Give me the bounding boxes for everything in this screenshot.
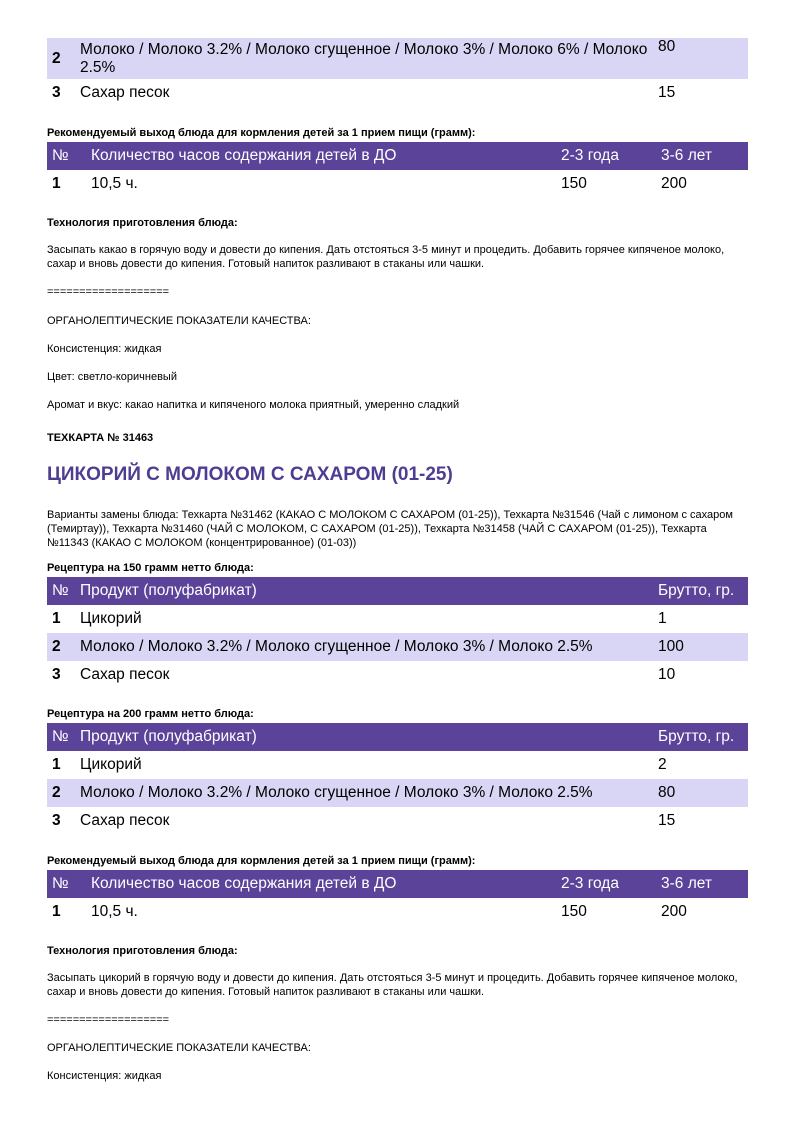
- table-header-row: [47, 723, 748, 751]
- table-row: [47, 170, 748, 198]
- row-number: 1: [52, 175, 61, 192]
- output-table: [47, 142, 748, 198]
- header-num: №: [47, 142, 86, 170]
- organoleptic-title: ОРГАНОЛЕПТИЧЕСКИЕ ПОКАЗАТЕЛИ КАЧЕСТВА:: [47, 1042, 311, 1054]
- row-number: 2: [47, 38, 75, 79]
- row-number: 1: [52, 756, 61, 773]
- separator: ===================: [47, 1014, 170, 1026]
- table-row: [47, 751, 748, 779]
- output-label: Рекомендуемый выход блюда для кормления детей за 1 прием пищи (грамм):: [47, 127, 476, 139]
- product-cell: Молоко / Молоко 3.2% / Молоко сгущенное / Молоко 3% / Молоко 2.5%: [75, 633, 653, 661]
- brutto-cell: 100: [653, 633, 748, 661]
- header-product: Продукт (полуфабрикат): [75, 723, 653, 751]
- header-age-3-6: 3-6 лет: [656, 142, 748, 170]
- header-num: №: [47, 577, 75, 605]
- recipe-table-continued: [47, 38, 748, 107]
- header-brutto: Брутто, гр.: [653, 723, 748, 751]
- output-label: Рекомендуемый выход блюда для кормления детей за 1 прием пищи (грамм):: [47, 855, 476, 867]
- brutto-cell: 80: [653, 38, 748, 79]
- row-number: 1: [52, 903, 61, 920]
- product-cell: Молоко / Молоко 3.2% / Молоко сгущенное / Молоко 3% / Молоко 6% / Молоко 2.5%: [75, 38, 653, 79]
- age-2-3-cell: 150: [561, 175, 587, 192]
- product-cell: Цикорий: [80, 610, 142, 627]
- recipe150-label: Рецептура на 150 грамм нетто блюда:: [47, 562, 254, 574]
- brutto-cell: 15: [658, 84, 676, 101]
- product-cell: Молоко / Молоко 3.2% / Молоко сгущенное / Молоко 3% / Молоко 2.5%: [75, 779, 653, 807]
- age-3-6-cell: 200: [661, 175, 687, 192]
- brutto-cell: 10: [658, 666, 676, 683]
- header-num: №: [47, 870, 86, 898]
- table-header-row: [47, 870, 748, 898]
- table-row: [47, 38, 748, 79]
- tech-label: Технология приготовления блюда:: [47, 217, 238, 229]
- table-row: [47, 605, 748, 633]
- row-number: 3: [52, 812, 61, 829]
- output-table: [47, 870, 748, 926]
- product-cell: Сахар песок: [80, 84, 170, 101]
- table-header-row: [47, 142, 748, 170]
- product-cell: Цикорий: [80, 756, 142, 773]
- row-number: 2: [47, 633, 75, 661]
- row-number: 3: [52, 666, 61, 683]
- table-row: [47, 661, 748, 689]
- header-hours: Количество часов содержания детей в ДО: [86, 870, 556, 898]
- techcard-number: ТЕХКАРТА № 31463: [47, 432, 154, 444]
- row-number: 1: [52, 610, 61, 627]
- recipe150-table: [47, 577, 748, 689]
- header-age-2-3: 2-3 года: [556, 870, 656, 898]
- consistency-text: Консистенция: жидкая: [47, 343, 162, 355]
- cocoa-technology-text: Засыпать какао в горячую воду и довести до кипения. Дать отстояться 3-5 минут и процедить. Добавить горячее кипяченое молоко, сахар и вновь довести до кипения. Готовый напиток разливают в стаканы или чашки.: [47, 244, 725, 270]
- table-row: [47, 779, 748, 807]
- brutto-cell: 2: [658, 756, 667, 773]
- color-text: Цвет: светло-коричневый: [47, 371, 177, 383]
- age-2-3-cell: 150: [561, 903, 587, 920]
- table-header-row: [47, 577, 748, 605]
- chicory-technology-text: Засыпать цикорий в горячую воду и довести до кипения. Дать отстояться 3-5 минут и процедить. Добавить горячее кипяченое молоко, сахар и вновь довести до кипения. Готовый напиток разливают в стаканы или чашки.: [47, 972, 738, 998]
- variants-text: Варианты замены блюда: Техкарта №31462 (КАКАО С МОЛОКОМ С САХАРОМ (01-25)), Техкарта №31546 (Чай с лимоном с сахаром (Темиртау)), Техкарта №31460 (ЧАЙ С МОЛОКОМ, С САХАРОМ (01-25)), Техкарта №31458 (ЧАЙ С САХАРОМ (01-25)), Техкарта №11343 (КАКАО С МОЛОКОМ (концентрированное) (01-03)): [47, 509, 733, 549]
- product-cell: Сахар песок: [80, 812, 170, 829]
- header-brutto: Брутто, гр.: [653, 577, 748, 605]
- brutto-cell: 15: [658, 812, 676, 829]
- header-age-3-6: 3-6 лет: [656, 870, 748, 898]
- brutto-cell: 80: [653, 779, 748, 807]
- recipe200-table: [47, 723, 748, 835]
- organoleptic-title: ОРГАНОЛЕПТИЧЕСКИЕ ПОКАЗАТЕЛИ КАЧЕСТВА:: [47, 315, 311, 327]
- brutto-cell: 1: [658, 610, 667, 627]
- header-hours: Количество часов содержания детей в ДО: [86, 142, 556, 170]
- table-row: [47, 807, 748, 835]
- dish-title: ЦИКОРИЙ С МОЛОКОМ С САХАРОМ (01-25): [47, 464, 453, 485]
- row-number: 2: [47, 779, 75, 807]
- row-number: 3: [52, 84, 61, 101]
- product-cell: Сахар песок: [80, 666, 170, 683]
- tech-label: Технология приготовления блюда:: [47, 945, 238, 957]
- age-3-6-cell: 200: [661, 903, 687, 920]
- hours-cell: 10,5 ч.: [91, 175, 138, 192]
- table-row: [47, 79, 748, 107]
- hours-cell: 10,5 ч.: [91, 903, 138, 920]
- recipe200-label: Рецептура на 200 грамм нетто блюда:: [47, 708, 254, 720]
- taste-text: Аромат и вкус: какао напитка и кипяченого молока приятный, умеренно сладкий: [47, 399, 460, 411]
- table-row: [47, 633, 748, 661]
- header-product: Продукт (полуфабрикат): [75, 577, 653, 605]
- table-row: [47, 898, 748, 926]
- consistency-text: Консистенция: жидкая: [47, 1070, 162, 1082]
- header-num: №: [47, 723, 75, 751]
- separator: ===================: [47, 286, 170, 298]
- header-age-2-3: 2-3 года: [556, 142, 656, 170]
